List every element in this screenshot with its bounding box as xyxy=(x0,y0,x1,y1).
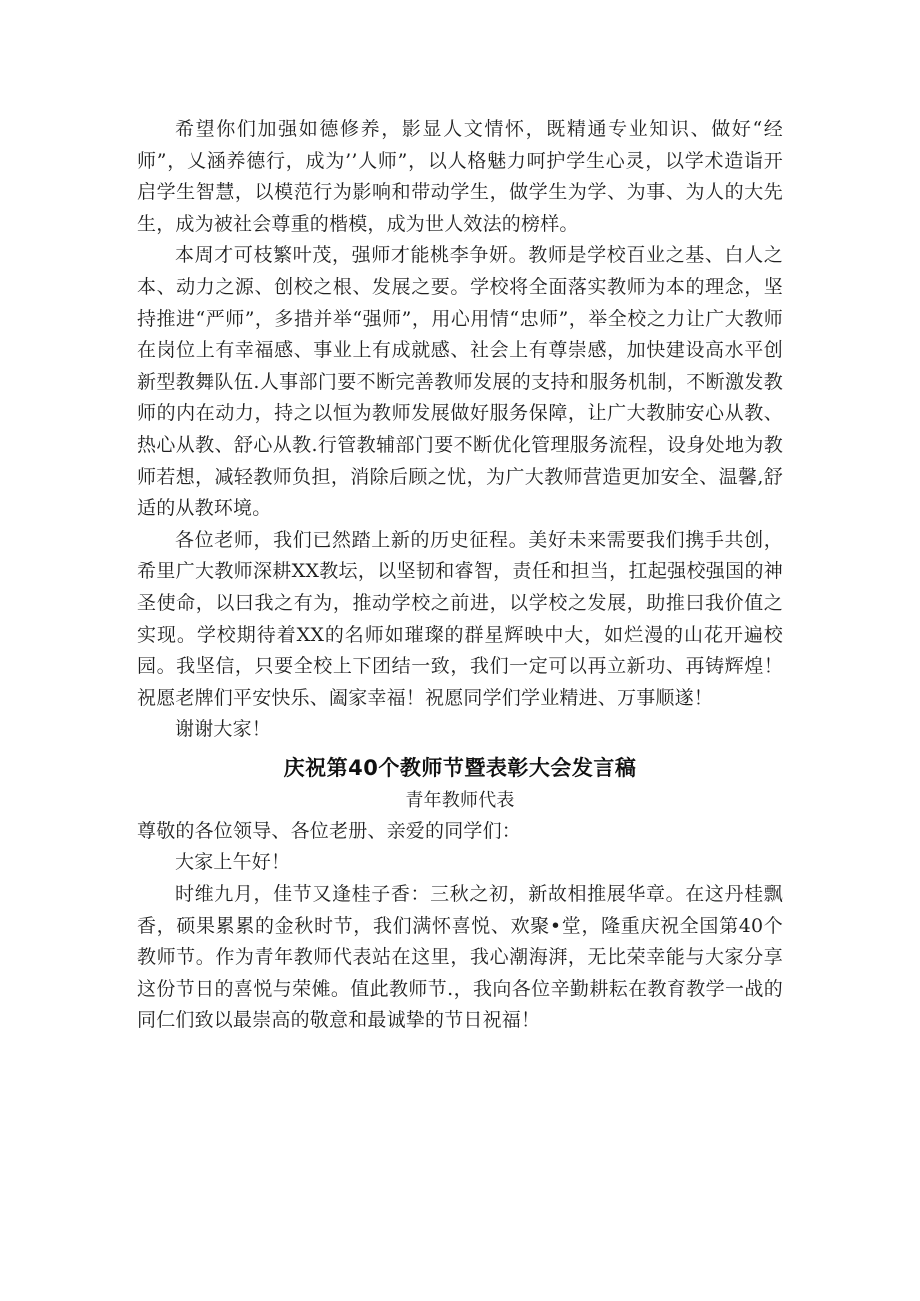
speech-title: 庆祝第40个教师节暨表彰大会发言稿 xyxy=(283,755,637,780)
document-body xyxy=(137,114,783,1037)
paragraph-strong-teachers: 本周才可枝繁叶茂，强师才能桃李争妍。教师是学校百业之基、白人之本、动力之源、创校之根、发展之要。学校将全面落实教师为本的理念，坚持推进“严师”，多措并举“强师”，用心用情“忠师”，举全校之力让广大教师在岗位上有幸福感、事业上有成就感、社会上有尊崇感，加快建设高水平创新型教舞队伍.人事部门要不断完善教师发展的支持和服务机制，不断激发教师的内在动力，持之以恒为教师发展做好服务保障，让广大教肺安心从教、热心从教、舒心从教.行管教辅部门要不断优化管理服务流程，设身处地为教师若想，减轻教师负担，消除后顾之忧，为广大教师营造更加安全、温馨,舒适的从教环境。 xyxy=(137,244,783,520)
paragraph-teacher-virtue: 希望你们加强如德修养，影显人文情怀，既精通专业知识、做好“经师”，乂涵养德行，成为’’人师”，以人格魅力呵护学生心灵，以学术造诣开启学生智慧，以模范行为影响和带动学生，做学生为学、为事、为人的大先生，成为被社会尊重的楷模，成为世人效法的榜样。 xyxy=(137,118,783,235)
paragraph-thanks: 谢谢大家！ xyxy=(175,718,272,741)
paragraph-september: 时维九月，佳节又逢桂子香：三秋之初，新故相推展华章。在这丹桂飘香，硕果累累的金秋时节，我们满怀喜悦、欢聚•堂，隆重庆祝全国第40个教师节。作为青年教师代表站在这里，我心潮海湃，无比荣幸能与大家分享这份节日的喜悦与荣傩。值此教师节.，我向各位辛勤耕耘在教育教学一战的同仁们致以最崇高的敬意和最诚挚的节日祝福！ xyxy=(137,883,783,1032)
paragraph-greeting: 大家上午好！ xyxy=(175,851,291,874)
speech-salutation: 尊敬的各位领导、各位老册、亲爱的同学们： xyxy=(137,819,522,842)
paragraph-new-journey: 各位老师，我们已然踏上新的历史征程。美好未来需要我们携手共创，希里广大教师深耕XX教坛，以坚韧和睿智，责任和担当，扛起强校强国的神圣使命，以曰我之有为，推动学校之前进，以学校之发展，助推曰我价值之实现。学校期待着XX的名师如璀璨的群星辉映中大，如烂漫的山花开遍校园。我坚信，只要全校上下团结一致，我们一定可以再立新功、再铸辉煌！祝愿老牌们平安快乐、阖家幸福！祝愿同学们学业精进、万事顺遂！ xyxy=(137,528,783,709)
speech-subtitle: 青年教师代表 xyxy=(405,789,515,811)
